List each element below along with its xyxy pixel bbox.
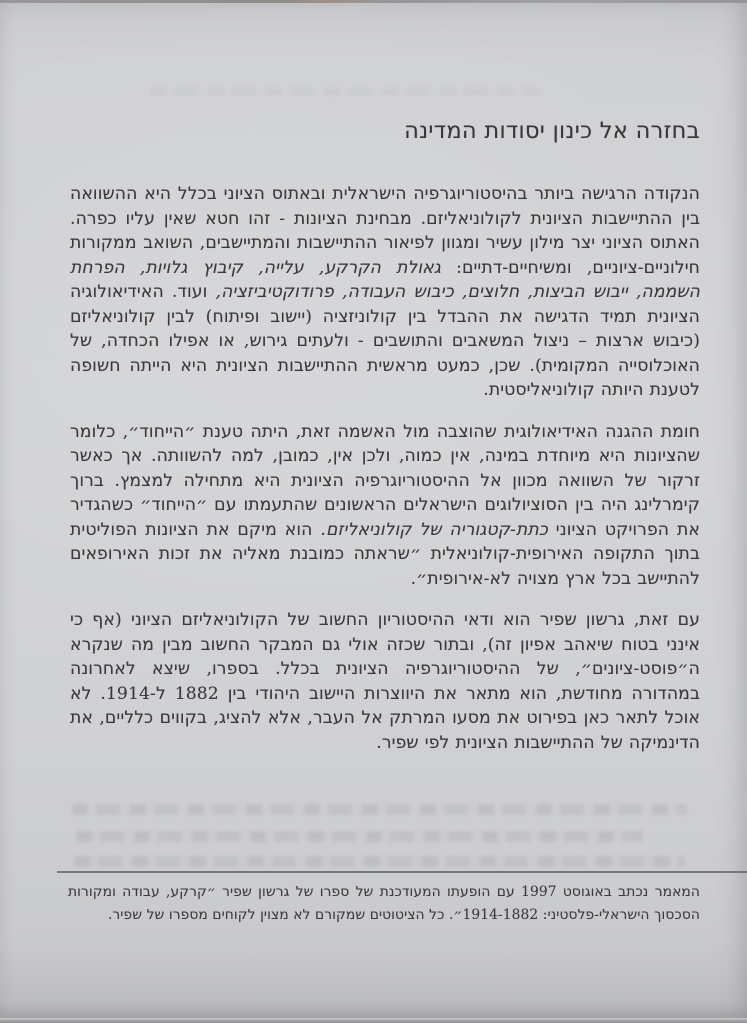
paragraph-2 [70,420,700,592]
paragraph-1-text: הנקודה הרגישה ביותר בהיסטוריוגרפיה הישראלית ובאתוס הציוני בכלל היא ההשוואה בין ההתיישבות הציונית לקולוניאליזם. מבחינת הציונות - זהו חטא שאין עליו כפרה. האתוס הציוני יצר מילון עשיר ומגוון לפיאור ההתיישבות והמתיישבים, השואב ממקורות חילוניים-ציוניים, ומשיחיים-דתיים: [70,184,700,278]
article-body [70,182,700,772]
paragraph-1-text-continued: ועוד. האידיאולוגיה הציונית תמיד הדגישה את ההבדל בין קולוניזציה (יישוב ופיתוח) לבין קולוניאליזם (כיבוש ארצות – ניצול המשאבים והתושבים - ולעתים גירוש, או אפילו הכחדה, של האוכלוסייה המקומית). שכן, כמעט מראשית ההתיישבות הציונית היא הייתה חשופה לטענת היותה קולוניאליסטית. [70,282,700,400]
bleedthrough-text [76,831,643,842]
paragraph-3-text: עם זאת, גרשון שפיר הוא ודאי ההיסטוריון החשוב של הקולוניאליזם הציוני (אף כי אינני בטוח שיאהב אפיון זה), ובתור שכזה אולי גם המבקר החשוב מבין מה שנקרא ה״פוסט-ציונים״, של ההיסטוריוגרפיה הציונית בכלל. בספרו, שיצא לאחרונה במהדורה מחודשת, הוא מתאר את היווצרות היישוב היהודי בין 1882 ל-1914. לא אוכל לתאר כאן בפירוט את מסעו המרתק אל העבר, אלא להציג, בקווים כלליים, את הדינמיקה של ההתיישבות הציונית לפי שפיר. [70,610,700,753]
paragraph-2-italic-phrase: כתת-קטגוריה של קולוניאליזם. [320,519,548,540]
paragraph-2-text: חומת ההגנה האידיאולוגית שהוצבה מול האשמה זאת, היתה טענת ״הייחוד״, כלומר שהציונות היא מיוחדת במינה, אין כמוה, ולכן אין, כמובן, למה להשוותה. אך כאשר זרקור של השוואה מכוון אל ההיסטוריוגרפיה הציונית היא מתחילה למצמץ. ברוך קימרלינג היה בין הסוציולוגים הישראלים הראשונים שהתעמתו עם ״הייחוד״ כשהגדיר את הפרויקט הציוני [70,421,700,540]
bleedthrough-text [72,804,687,815]
paragraph-1-italic-terms: גאולת הקרקע, עלייה, קיבוץ גלויות, הפרחת השממה, ייבוש הביצות, חלוצים, כיבוש העבודה, פרודוקטיביזציה, [70,257,700,302]
paragraph-2-text-continued: הוא מיקם את הציונות הפוליטית בתוך התקופה האירופית-קולוניאלית ״שראתה כמובנת מאליה את זכות האירופאים להתיישב בכל ארץ מצויה לא-אירופית״. [70,519,700,589]
page-title: בחזרה אל כינון יסודות המדינה [404,118,700,144]
page-top-edge [0,0,747,3]
page-bottom-edge [0,1018,747,1023]
bleedthrough-text [150,87,540,96]
footnote-text: המאמר נכתב באוגוסט 1997 עם הופעתו המעודכנת של ספרו של גרשון שפיר ״קרקע, עבודה ומקורות הסכסוך הישראלי-פלסטיני: 1914-1882״. כל הציטוטים שמקורם לא מצוין לקוחים מספרו של שפיר. [68,884,700,923]
paragraph-1 [70,182,700,403]
bleedthrough-text [74,856,685,867]
footnote-divider [57,871,747,873]
paragraph-3 [70,608,700,755]
